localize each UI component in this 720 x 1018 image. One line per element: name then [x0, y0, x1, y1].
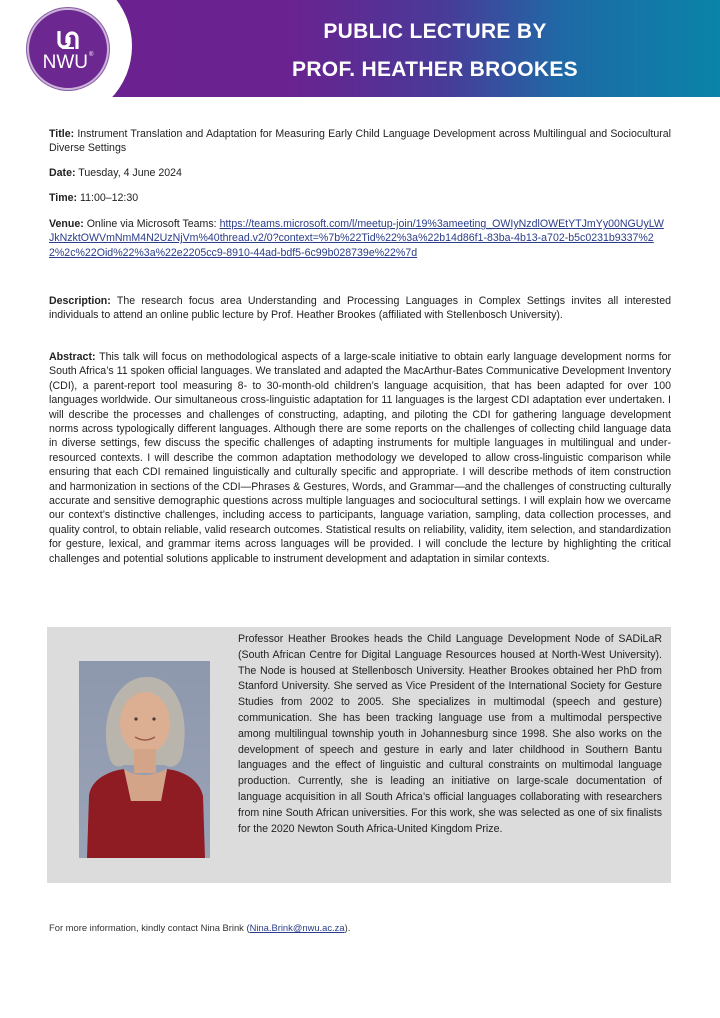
logo-wordmark: NWU® — [42, 51, 94, 73]
header-banner — [0, 0, 720, 98]
contact-text-end: ). — [344, 922, 351, 933]
contact-email-link[interactable]: Nina.Brink@nwu.ac.za — [249, 922, 345, 933]
date-label: Date: — [49, 167, 76, 179]
date-value: Tuesday, 4 June 2024 — [75, 167, 182, 179]
time-label: Time: — [49, 192, 78, 204]
banner-gradient — [100, 0, 720, 97]
title-value: Instrument Translation and Adaptation for Measuring Early Child Language Development across Multilingual and Sociocultural Diverse Settings — [49, 128, 671, 155]
lecture-abstract — [49, 350, 671, 566]
nwu-logo — [27, 8, 109, 90]
nwu-emblem-icon — [55, 29, 81, 51]
lecture-time — [49, 191, 671, 205]
speaker-bio-text: Professor Heather Brookes heads the Child Language Development Node of SADiLaR (South African Centre for Digital Language Resources housed at North-West University). The Node is housed at Stellenbosch University. Heather Brookes obtained her PhD from Stanford University. She served as Vice President of the International Society for Gesture Studies from 2002 to 2005. She specializes in multimodal (speech and gesture) communication. She has been tracking language use from a multimodal perspective among multilingual township youth in Johannesburg since 1998. She also works on the development of speech and gesture in early and later childhood in Southern Bantu languages and the effect of linguistic and cultural constraints on multimodal language production. Currently, she is leading an initiative on large-scale documentation of language acquisition in all South Africa’s official languages collaborating with researchers from nine South African universities. For this work, she was selected as one of six finalists for the 2020 Newton South Africa-United Kingdom Prize. — [238, 633, 662, 835]
banner-title-line1: PUBLIC LECTURE BY — [323, 20, 547, 43]
description-label: Description: — [49, 295, 111, 307]
venue-label: Venue: — [49, 218, 84, 230]
lecture-venue — [49, 217, 664, 260]
lecture-date — [49, 166, 671, 180]
speaker-photo — [79, 661, 210, 858]
contact-footer — [49, 922, 350, 933]
abstract-label: Abstract: — [49, 351, 96, 363]
abstract-value: This talk will focus on methodological aspects of a large-scale initiative to obtain early language development norms for South Africa’s 11 spoken official languages. We translated and adapted the MacArthur-Bates Communicative Development Inventory (CDI), a parent-report tool measuring 8- to 30-month-old children’s language acquisition, that has been adapted for over 100 languages worldwide. Our simultaneous cross-linguistic adaptation for 11 languages is the largest CDI adaptation ever undertaken. I will describe the processes and challenges of constructing, adapting, and piloting the CDI for gathering language development norms across typologically different languages. Although there are some reports on the challenges of collecting child language data in diverse settings, few discuss the specific challenges of adapting instruments for multiple languages in multilingual and under-resourced contexts. I will describe the common adaptation methodology we developed to allow cross-linguistic comparison while ensuring that each CDI remained linguistically and culturally specific and appropriate. I will describe methods of item construction and harmonization in sections of the CDI—Phrases & Gestures, Words, and Grammar—and the challenges of constructing culturally accurate and sensitive demographic questions across multiple languages and sociocultural settings. I will explain how we overcame our context’s distinctive challenges, including access to participants, language variation, sampling, data collection processes, and quality control, to obtain reliable, valid research outcomes. Statistical results on reliability, validity, item selection, and standardization for gesture, lexical, and grammar items across languages will be provided. I will conclude the lecture by highlighting the critical challenges and potential solutions applicable to instrument development and adaptation in similar contexts. — [49, 351, 671, 565]
teams-meeting-link[interactable]: https://teams.microsoft.com/l/meetup-join/19%3ameeting_OWIyNzdlOWEtYTJmYy00NGUyLWJkNzktOWVmNmM4N2UzNjVm%40thread.v2/0?context=%7b%22Tid%22%3a%22b14d86f1-83ba-4b13-a702-b5c0231b9337%22%2c%22Oid%22%3a%22e2205cc9-8910-44ad-bdf5-6c99b028739e%22%7d — [49, 218, 664, 259]
contact-text: For more information, kindly contact Nina Brink ( — [49, 922, 250, 933]
title-label: Title: — [49, 128, 75, 140]
lecture-title — [49, 127, 671, 156]
banner-title-line2: PROF. HEATHER BROOKES — [292, 58, 578, 81]
lecture-description — [49, 294, 671, 323]
description-value: The research focus area Understanding and Processing Languages in Complex Settings invites all interested individuals to attend an online public lecture by Prof. Heather Brookes (affiliated with Stellenbosch University). — [49, 295, 671, 322]
speaker-portrait-icon — [79, 661, 210, 858]
time-value: 11:00–12:30 — [77, 192, 139, 204]
venue-value: Online via Microsoft Teams: — [83, 218, 220, 230]
